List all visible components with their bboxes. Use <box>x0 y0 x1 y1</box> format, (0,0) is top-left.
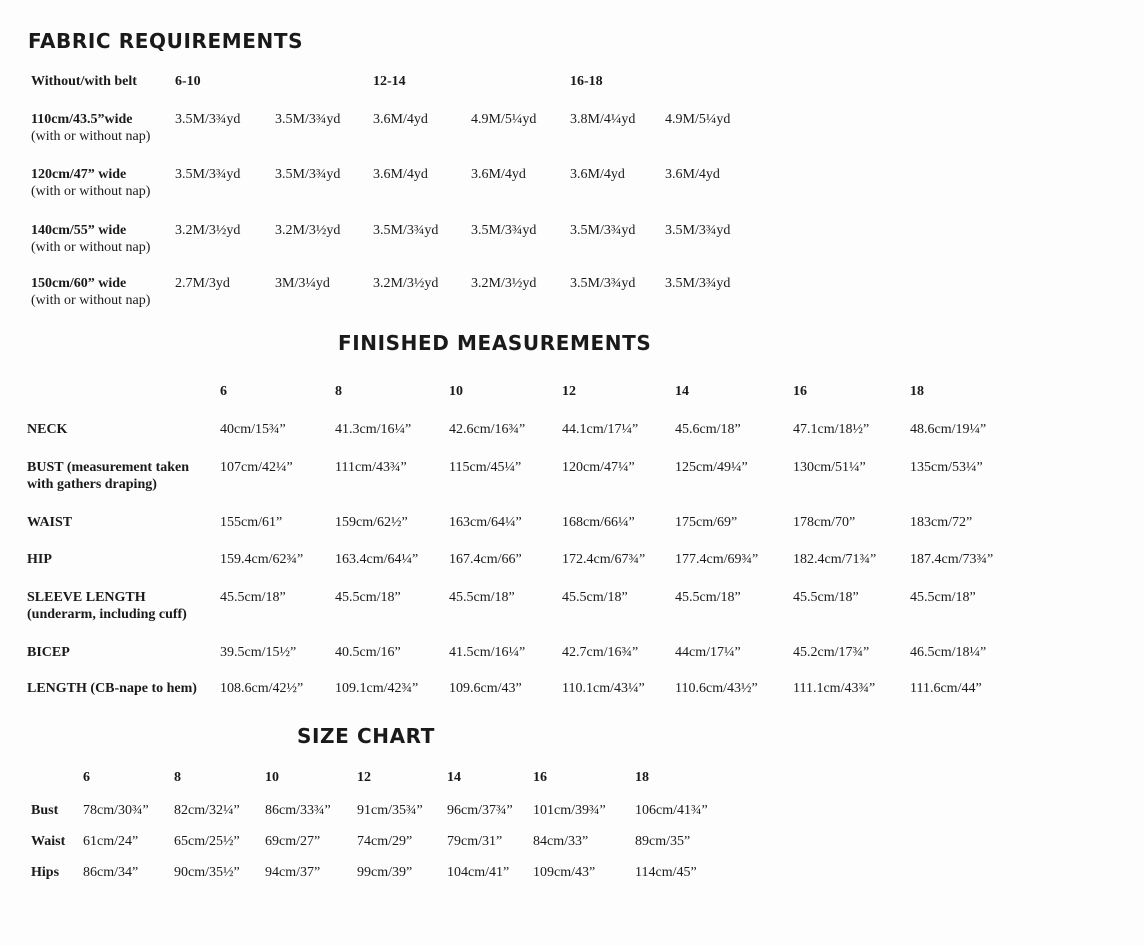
size-chart-value-cell: 65cm/25½” <box>174 834 240 849</box>
finished-size-header: 12 <box>562 384 576 399</box>
finished-value-cell: 48.6cm/19¼” <box>910 422 987 437</box>
fabric-value-cell: 3.5M/3¾yd <box>665 276 731 291</box>
size-chart-value-cell: 96cm/37¾” <box>447 803 513 818</box>
finished-row-label <box>27 680 197 697</box>
size-chart-value-cell: 90cm/35½” <box>174 865 240 880</box>
fabric-value-cell: 3.5M/3¾yd <box>275 167 341 182</box>
finished-value-cell: 40cm/15¾” <box>220 422 286 437</box>
size-chart-value-cell: 82cm/32¼” <box>174 803 240 818</box>
fabric-header-size: 16-18 <box>570 74 603 89</box>
finished-value-cell: 120cm/47¼” <box>562 460 635 475</box>
finished-row-label <box>27 421 67 438</box>
fabric-value-cell: 4.9M/5¼yd <box>665 112 731 127</box>
size-chart-value-cell: 86cm/33¾” <box>265 803 331 818</box>
finished-value-cell: 163cm/64¼” <box>449 515 522 530</box>
size-chart-size-header: 14 <box>447 770 461 785</box>
finished-measure-name: SLEEVE LENGTH <box>27 590 146 605</box>
finished-value-cell: 107cm/42¼” <box>220 460 293 475</box>
finished-value-cell: 182.4cm/71¾” <box>793 552 877 567</box>
finished-value-cell: 159cm/62½” <box>335 515 408 530</box>
size-chart-size-header: 8 <box>174 770 181 785</box>
finished-row-label <box>27 644 70 661</box>
finished-value-cell: 109.1cm/42¾” <box>335 681 419 696</box>
size-chart-size-header: 16 <box>533 770 547 785</box>
finished-value-cell: 42.7cm/16¾” <box>562 645 639 660</box>
finished-value-cell: 115cm/45¼” <box>449 460 522 475</box>
fabric-row-label <box>31 275 150 309</box>
fabric-value-cell: 3.2M/3½yd <box>373 276 439 291</box>
finished-row-label <box>27 514 72 531</box>
fabric-value-cell: 3.5M/3¾yd <box>665 223 731 238</box>
finished-value-cell: 41.5cm/16¼” <box>449 645 526 660</box>
finished-value-cell: 46.5cm/18¼” <box>910 645 987 660</box>
finished-value-cell: 44cm/17¼” <box>675 645 741 660</box>
fabric-width-label: 140cm/55” wide <box>31 223 127 238</box>
finished-value-cell: 45.6cm/18” <box>675 422 741 437</box>
fabric-value-cell: 3.5M/3¾yd <box>570 276 636 291</box>
fabric-value-cell: 3.5M/3¾yd <box>175 112 241 127</box>
size-chart-value-cell: 99cm/39” <box>357 865 413 880</box>
finished-value-cell: 172.4cm/67¾” <box>562 552 646 567</box>
finished-value-cell: 45.5cm/18” <box>449 590 515 605</box>
finished-value-cell: 159.4cm/62¾” <box>220 552 304 567</box>
finished-size-header: 6 <box>220 384 227 399</box>
fabric-nap-note: (with or without nap) <box>31 293 151 308</box>
fabric-requirements-title: FABRIC REQUIREMENTS <box>28 29 304 53</box>
finished-measure-name: LENGTH (CB-nape to hem) <box>27 681 197 696</box>
fabric-nap-note: (with or without nap) <box>31 184 151 199</box>
size-chart-value-cell: 104cm/41” <box>447 865 510 880</box>
finished-value-cell: 42.6cm/16¾” <box>449 422 526 437</box>
fabric-value-cell: 3.5M/3¾yd <box>471 223 537 238</box>
size-chart-row-label: Bust <box>31 803 59 818</box>
fabric-header-size: 6-10 <box>175 74 201 89</box>
size-chart-value-cell: 89cm/35” <box>635 834 691 849</box>
finished-measure-name: HIP <box>27 552 52 567</box>
finished-value-cell: 47.1cm/18½” <box>793 422 870 437</box>
finished-measure-note: with gathers draping) <box>27 477 157 492</box>
size-chart-value-cell: 69cm/27” <box>265 834 321 849</box>
finished-value-cell: 110.1cm/43¼” <box>562 681 645 696</box>
finished-value-cell: 110.6cm/43½” <box>675 681 758 696</box>
finished-measure-name: NECK <box>27 422 68 437</box>
fabric-header-size: 12-14 <box>373 74 406 89</box>
finished-value-cell: 45.5cm/18” <box>793 590 859 605</box>
size-chart-size-header: 10 <box>265 770 279 785</box>
fabric-value-cell: 3.6M/4yd <box>373 167 428 182</box>
size-chart-size-header: 6 <box>83 770 90 785</box>
finished-value-cell: 44.1cm/17¼” <box>562 422 639 437</box>
finished-value-cell: 178cm/70” <box>793 515 856 530</box>
finished-value-cell: 175cm/69” <box>675 515 738 530</box>
fabric-value-cell: 3.5M/3¾yd <box>275 112 341 127</box>
finished-value-cell: 39.5cm/15½” <box>220 645 297 660</box>
size-chart-row-label: Waist <box>31 834 66 849</box>
finished-value-cell: 45.5cm/18” <box>335 590 401 605</box>
fabric-nap-note: (with or without nap) <box>31 129 151 144</box>
fabric-value-cell: 3.6M/4yd <box>471 167 526 182</box>
fabric-value-cell: 3.6M/4yd <box>570 167 625 182</box>
finished-size-header: 16 <box>793 384 807 399</box>
size-chart-value-cell: 78cm/30¾” <box>83 803 149 818</box>
fabric-value-cell: 3M/3¼yd <box>275 276 330 291</box>
size-chart-value-cell: 61cm/24” <box>83 834 139 849</box>
fabric-value-cell: 3.6M/4yd <box>373 112 428 127</box>
size-chart-size-header: 12 <box>357 770 371 785</box>
finished-value-cell: 125cm/49¼” <box>675 460 748 475</box>
finished-value-cell: 45.5cm/18” <box>910 590 976 605</box>
size-chart-value-cell: 91cm/35¾” <box>357 803 423 818</box>
finished-value-cell: 187.4cm/73¾” <box>910 552 994 567</box>
finished-value-cell: 111.6cm/44” <box>910 681 982 696</box>
finished-value-cell: 45.5cm/18” <box>562 590 628 605</box>
fabric-value-cell: 3.5M/3¾yd <box>373 223 439 238</box>
finished-measure-name: BUST (measurement taken <box>27 460 190 475</box>
size-chart-value-cell: 114cm/45” <box>635 865 697 880</box>
finished-value-cell: 130cm/51¼” <box>793 460 866 475</box>
finished-value-cell: 41.3cm/16¼” <box>335 422 412 437</box>
fabric-header-label: Without/with belt <box>31 74 137 89</box>
fabric-nap-note: (with or without nap) <box>31 240 151 255</box>
fabric-width-label: 120cm/47” wide <box>31 167 127 182</box>
fabric-value-cell: 3.5M/3¾yd <box>175 167 241 182</box>
fabric-value-cell: 3.5M/3¾yd <box>570 223 636 238</box>
finished-value-cell: 111cm/43¾” <box>335 460 407 475</box>
fabric-value-cell: 3.6M/4yd <box>665 167 720 182</box>
fabric-width-label: 150cm/60” wide <box>31 276 127 291</box>
size-chart-value-cell: 94cm/37” <box>265 865 321 880</box>
finished-value-cell: 177.4cm/69¾” <box>675 552 759 567</box>
finished-size-header: 14 <box>675 384 689 399</box>
size-chart-value-cell: 86cm/34” <box>83 865 139 880</box>
finished-value-cell: 45.5cm/18” <box>675 590 741 605</box>
finished-value-cell: 155cm/61” <box>220 515 283 530</box>
fabric-row-label <box>31 111 150 145</box>
finished-size-header: 10 <box>449 384 463 399</box>
finished-value-cell: 163.4cm/64¼” <box>335 552 419 567</box>
finished-row-label <box>27 551 52 568</box>
finished-row-label <box>27 589 187 623</box>
finished-value-cell: 111.1cm/43¾” <box>793 681 876 696</box>
size-chart-size-header: 18 <box>635 770 649 785</box>
fabric-value-cell: 3.2M/3½yd <box>275 223 341 238</box>
fabric-value-cell: 4.9M/5¼yd <box>471 112 537 127</box>
finished-size-header: 8 <box>335 384 342 399</box>
size-chart-value-cell: 101cm/39¾” <box>533 803 606 818</box>
fabric-value-cell: 2.7M/3yd <box>175 276 230 291</box>
size-chart-value-cell: 84cm/33” <box>533 834 589 849</box>
finished-size-header: 18 <box>910 384 924 399</box>
fabric-row-label <box>31 166 150 200</box>
size-chart-value-cell: 106cm/41¾” <box>635 803 708 818</box>
finished-measure-name: BICEP <box>27 645 70 660</box>
finished-value-cell: 135cm/53¼” <box>910 460 983 475</box>
size-chart-row-label: Hips <box>31 865 60 880</box>
finished-row-label <box>27 459 189 493</box>
finished-value-cell: 108.6cm/42½” <box>220 681 304 696</box>
fabric-value-cell: 3.2M/3½yd <box>175 223 241 238</box>
size-chart-title: SIZE CHART <box>297 724 436 748</box>
size-chart-value-cell: 74cm/29” <box>357 834 413 849</box>
finished-value-cell: 45.2cm/17¾” <box>793 645 870 660</box>
finished-measurements-title: FINISHED MEASUREMENTS <box>338 331 652 355</box>
size-chart-value-cell: 79cm/31” <box>447 834 503 849</box>
finished-value-cell: 40.5cm/16” <box>335 645 401 660</box>
fabric-value-cell: 3.8M/4¼yd <box>570 112 636 127</box>
fabric-width-label: 110cm/43.5”wide <box>31 112 133 127</box>
finished-value-cell: 183cm/72” <box>910 515 973 530</box>
finished-value-cell: 168cm/66¼” <box>562 515 635 530</box>
size-chart-value-cell: 109cm/43” <box>533 865 596 880</box>
finished-value-cell: 109.6cm/43” <box>449 681 522 696</box>
finished-measure-note: (underarm, including cuff) <box>27 607 187 622</box>
fabric-row-label <box>31 222 150 256</box>
finished-value-cell: 167.4cm/66” <box>449 552 522 567</box>
finished-value-cell: 45.5cm/18” <box>220 590 286 605</box>
finished-measure-name: WAIST <box>27 515 73 530</box>
fabric-value-cell: 3.2M/3½yd <box>471 276 537 291</box>
